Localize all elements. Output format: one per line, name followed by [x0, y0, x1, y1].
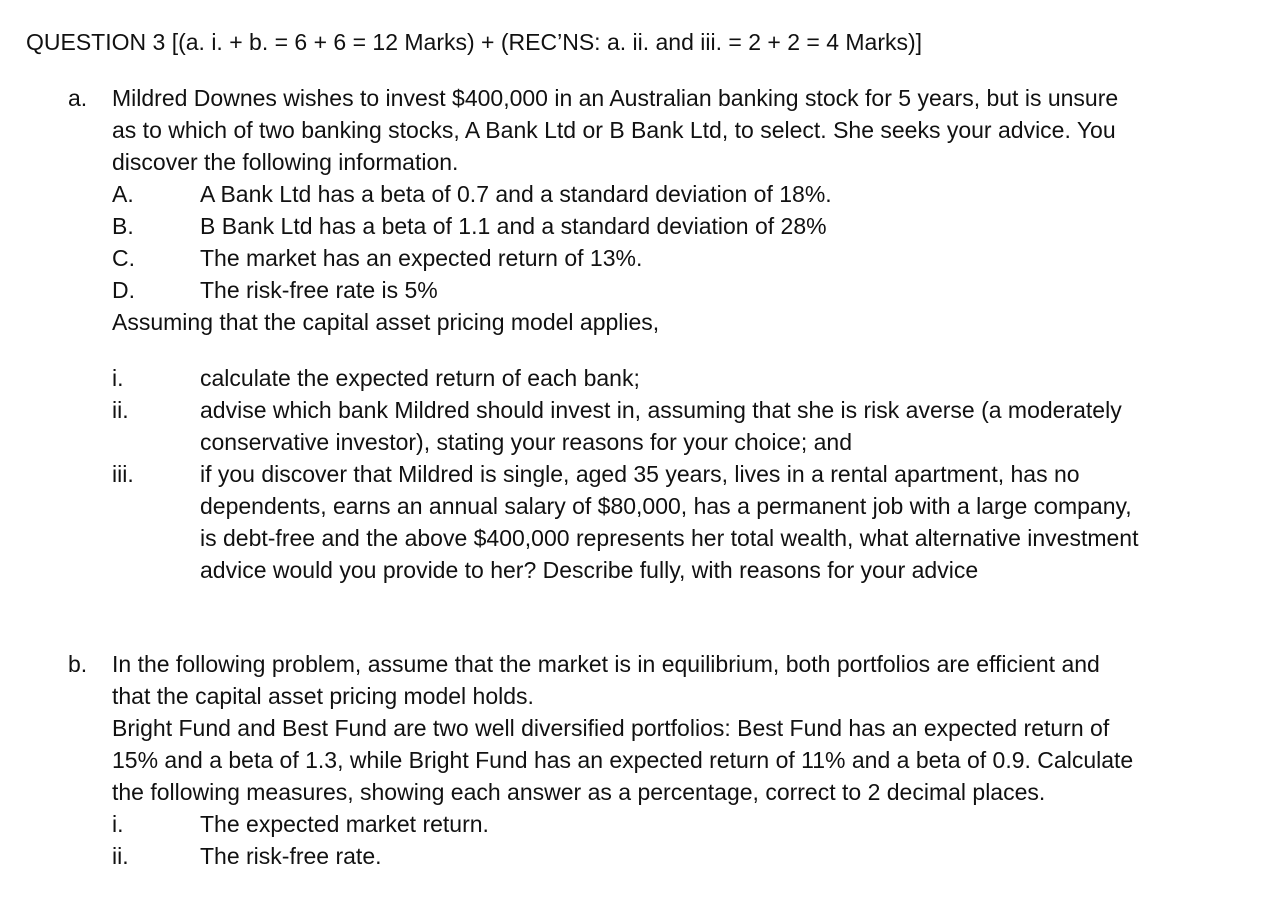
task-marker: ii. — [112, 843, 129, 869]
fact-text: The market has an expected return of 13%. — [200, 245, 643, 271]
part-a-assumption: Assuming that the capital asset pricing model applies, — [112, 309, 660, 335]
part-a-section — [112, 82, 1142, 586]
task-marker: i. — [112, 365, 124, 391]
part-a-intro: Mildred Downes wishes to invest $400,000 in an Australian banking stock for 5 years, but is unsure as to which of two banking stocks, A Bank Ltd or B Bank Ltd, to select. She seeks your advice. You discover the following information. — [112, 85, 1119, 175]
task-item — [112, 808, 1142, 840]
fact-marker: B. — [112, 213, 134, 239]
part-b-details: Bright Fund and Best Fund are two well diversified portfolios: Best Fund has an expected return of 15% and a beta of 1.3, while Bright Fund has an expected return of 11% and a beta of 0.9. Calculate the following measures, showing each answer as a percentage, correct to 2 decimal places. — [112, 715, 1134, 805]
question-title: QUESTION 3 [(a. i. + b. = 6 + 6 = 12 Marks) + (REC’NS: a. ii. and iii. = 2 + 2 = 4 Marks)] — [26, 29, 923, 55]
task-text: The risk-free rate. — [200, 843, 382, 869]
fact-item — [112, 274, 1142, 306]
fact-marker: A. — [112, 181, 134, 207]
task-marker: ii. — [112, 397, 129, 423]
fact-item — [112, 210, 1142, 242]
part-b-intro: In the following problem, assume that the market is in equilibrium, both portfolios are efficient and that the capital asset pricing model holds. — [112, 651, 1100, 709]
task-item — [112, 840, 1142, 872]
task-text: advise which bank Mildred should invest in, assuming that she is risk averse (a moderately conservative investor), stating your reasons for your choice; and — [200, 397, 1122, 455]
part-a-letter: a. — [68, 85, 88, 111]
task-text: The expected market return. — [200, 811, 489, 837]
fact-text: B Bank Ltd has a beta of 1.1 and a standard deviation of 28% — [200, 213, 827, 239]
fact-marker: D. — [112, 277, 135, 303]
part-b-section — [112, 648, 1142, 872]
fact-item — [112, 242, 1142, 274]
fact-text: A Bank Ltd has a beta of 0.7 and a standard deviation of 18%. — [200, 181, 832, 207]
task-marker: i. — [112, 811, 124, 837]
fact-item — [112, 178, 1142, 210]
task-item — [112, 362, 1142, 394]
part-b-letter: b. — [68, 651, 88, 677]
task-marker: iii. — [112, 461, 134, 487]
fact-marker: C. — [112, 245, 135, 271]
task-item — [112, 458, 1142, 586]
task-text: calculate the expected return of each bank; — [200, 365, 640, 391]
task-item — [112, 394, 1142, 458]
fact-text: The risk-free rate is 5% — [200, 277, 438, 303]
task-text: if you discover that Mildred is single, aged 35 years, lives in a rental apartment, has no dependents, earns an annual salary of $80,000, has a permanent job with a large company, is debt-free and the above $400,000 represents her total wealth, what alternative investment advice would you provide to her? Describe fully, with reasons for your advice — [200, 461, 1139, 583]
